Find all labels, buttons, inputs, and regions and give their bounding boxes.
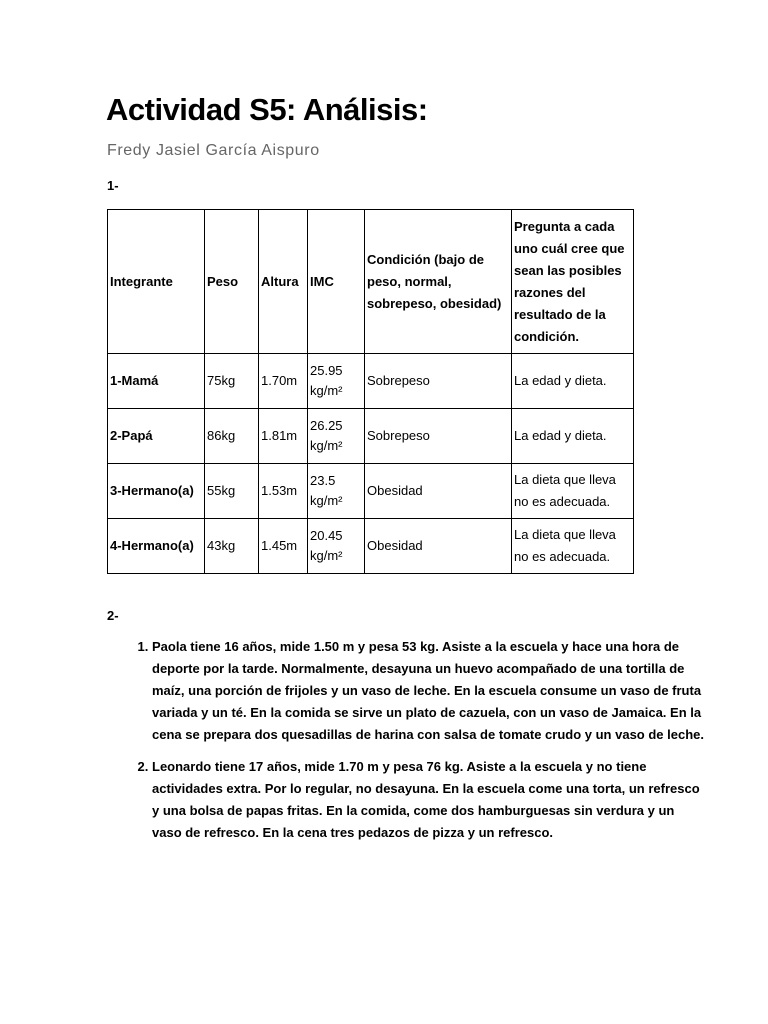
imc-cell <box>308 409 365 464</box>
condicion-cell: Obesidad <box>365 464 512 519</box>
imc-cell <box>308 519 365 574</box>
integrante-cell: 2-Papá <box>108 409 205 464</box>
case-list <box>108 636 707 854</box>
header-cell: Condición (bajo de peso, normal, sobrepeso, obesidad) <box>365 210 512 354</box>
integrante-cell: 4-Hermano(a) <box>108 519 205 574</box>
imc-table <box>107 209 634 574</box>
table-row <box>108 409 634 464</box>
list-item: 1. Paola tiene 16 años, mide 1.50 m y pesa 53 kg. Asiste a la escuela y hace una hora de deporte por la tarde. Normalmente, desayuna un huevo acompañado de una tortilla de maíz, una porción de frijoles y un vaso de leche. En la escuela consume un vaso de fruta variada y un té. En la comida se sirve un plato de cazuela, con un vaso de Jamaica. En la cena se prepara dos quesadillas de harina con salsa de tomate crudo y un vaso de leche. <box>152 636 707 746</box>
page-title: Actividad S5: Análisis: <box>106 92 428 127</box>
author-subtitle: Fredy Jasiel García Aispuro <box>107 142 320 159</box>
imc-unit: kg/m² <box>310 493 343 508</box>
razones-cell: La dieta que lleva no es adecuada. <box>512 519 634 574</box>
imc-unit: kg/m² <box>310 383 343 398</box>
table-row <box>108 519 634 574</box>
table-header-row <box>108 210 634 354</box>
integrante-cell: 3-Hermano(a) <box>108 464 205 519</box>
condicion-cell: Sobrepeso <box>365 409 512 464</box>
altura-cell: 1.70m <box>259 354 308 409</box>
integrante-cell: 1-Mamá <box>108 354 205 409</box>
peso-cell: 55kg <box>205 464 259 519</box>
imc-cell <box>308 354 365 409</box>
table-row <box>108 464 634 519</box>
imc-unit: kg/m² <box>310 438 343 453</box>
imc-value: 26.25 <box>310 418 343 433</box>
razones-cell: La dieta que lleva no es adecuada. <box>512 464 634 519</box>
imc-value: 23.5 <box>310 473 336 488</box>
imc-value: 20.45 <box>310 528 343 543</box>
imc-value: 25.95 <box>310 363 343 378</box>
section-1-label: 1- <box>107 178 119 193</box>
list-item: 2. Leonardo tiene 17 años, mide 1.70 m y pesa 76 kg. Asiste a la escuela y no tiene actividades extra. Por lo regular, no desayuna. En la escuela come una torta, un refresco y una bolsa de papas fritas. En la comida, come dos hamburguesas sin verdura y un vaso de refresco. En la cena tres pedazos de pizza y un refresco. <box>152 756 707 844</box>
header-cell: Altura <box>259 210 308 354</box>
section-2-label: 2- <box>107 608 119 623</box>
razones-cell: La edad y dieta. <box>512 354 634 409</box>
header-cell: IMC <box>308 210 365 354</box>
table-row <box>108 354 634 409</box>
header-cell: Peso <box>205 210 259 354</box>
condicion-cell: Sobrepeso <box>365 354 512 409</box>
peso-cell: 75kg <box>205 354 259 409</box>
altura-cell: 1.53m <box>259 464 308 519</box>
peso-cell: 43kg <box>205 519 259 574</box>
peso-cell: 86kg <box>205 409 259 464</box>
altura-cell: 1.81m <box>259 409 308 464</box>
altura-cell: 1.45m <box>259 519 308 574</box>
header-cell: Integrante <box>108 210 205 354</box>
condicion-cell: Obesidad <box>365 519 512 574</box>
header-cell: Pregunta a cada uno cuál cree que sean las posibles razones del resultado de la condición. <box>512 210 634 354</box>
imc-unit: kg/m² <box>310 548 343 563</box>
razones-cell: La edad y dieta. <box>512 409 634 464</box>
imc-cell <box>308 464 365 519</box>
